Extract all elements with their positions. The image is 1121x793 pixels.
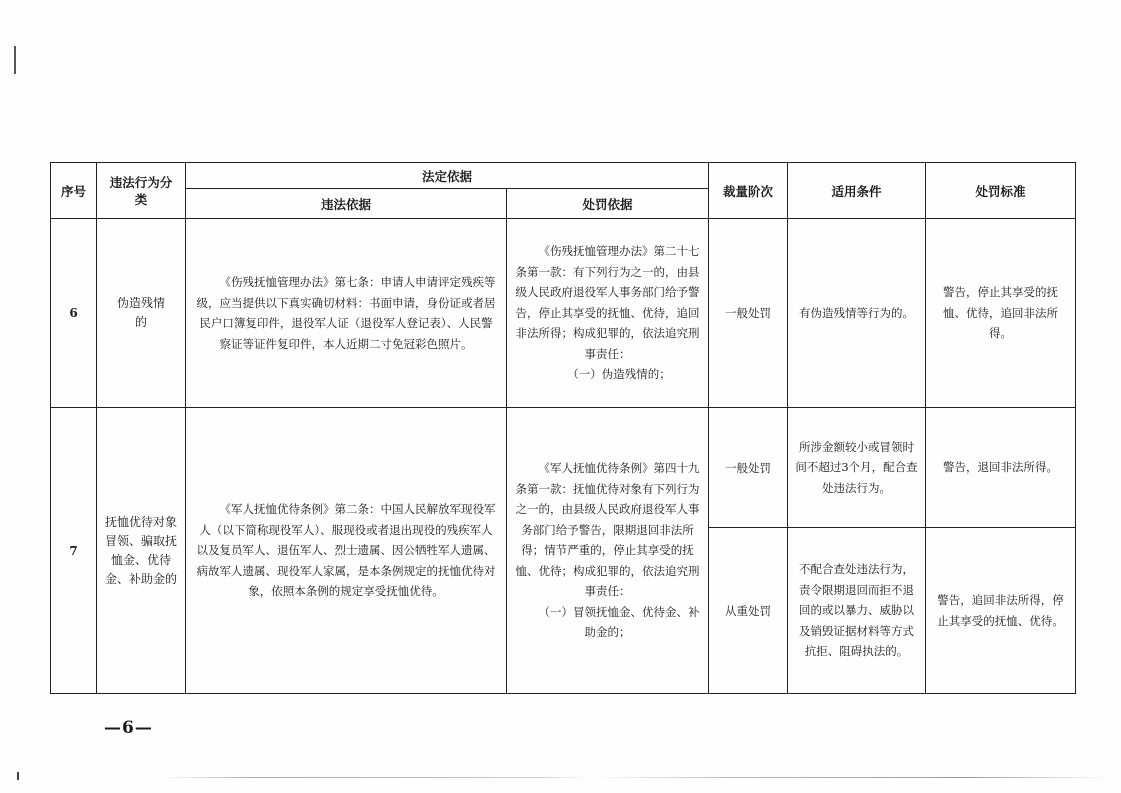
row-seq: 6 — [51, 219, 97, 408]
row-violation-basis: 《军人抚恤优待条例》第二条：中国人民解放军现役军人（以下简称现役军人）、服现役或者退出现役的残疾军人以及复员军人、退伍军人、烈士遗属、因公牺牲军人遗属、病故军人遗属、现役军人家属，是本条例规定的抚恤优待对象，依照本条例的规定享受抚恤优待。 — [186, 408, 507, 694]
header-violation-basis: 违法依据 — [186, 189, 507, 219]
row-category: 伪造残情的 — [97, 219, 186, 408]
page-number: —6— — [104, 718, 153, 738]
scan-artifact — [17, 772, 19, 780]
row-applicable-condition: 不配合查处违法行为，责令限期退回而拒不退回的或以暴力、威胁以及销毁证据材料等方式抗拒、阻碍执法的。 — [788, 528, 926, 694]
penalty-basis-text: 《伤残抚恤管理办法》第二十七条第一款：有下列行为之一的，由县级人民政府退役军人事务部门给予警告，停止其享受的抚恤、优待，追回非法所得；构成犯罪的，依法追究刑事责任： — [515, 244, 700, 361]
penalty-table — [50, 162, 1076, 694]
row-penalty-standard: 警告，追回非法所得，停止其享受的抚恤、优待。 — [926, 528, 1076, 694]
header-category: 违法行为分类 — [97, 163, 186, 219]
row-penalty-basis — [507, 408, 709, 694]
penalty-basis-text: 《军人抚恤优待条例》第四十九条第一款：抚恤优待对象有下列行为之一的，由县级人民政府退役军人事务部门给予警告，限期退回非法所得；情节严重的，停止其享受的抚恤、优待；构成犯罪的，依法追究刑事责任： — [515, 461, 700, 599]
row-penalty-basis — [507, 219, 709, 408]
header-penalty-standard: 处罚标准 — [926, 163, 1076, 219]
header-seq: 序号 — [51, 163, 97, 219]
row-penalty-standard: 警告，退回非法所得。 — [926, 408, 1076, 528]
row-violation-basis: 《伤残抚恤管理办法》第七条：申请人申请评定残疾等级，应当提供以下真实确切材料：书面申请，身份证或者居民户口簿复印件，退役军人证（退役军人登记表）、人民警察证等证件复印件，本人近期二寸免冠彩色照片。 — [186, 219, 507, 408]
penalty-item: （一）伪造残情的； — [567, 367, 671, 382]
header-legal-basis: 法定依据 — [186, 163, 709, 189]
row-discretion-level: 一般处罚 — [709, 219, 788, 408]
header-discretion-level: 裁量阶次 — [709, 163, 788, 219]
table-row — [51, 408, 1076, 528]
row-applicable-condition: 有伪造残情等行为的。 — [788, 219, 926, 408]
scan-artifact — [160, 777, 1110, 778]
header-row-top — [51, 163, 1076, 189]
header-applicable-conditions: 适用条件 — [788, 163, 926, 219]
row-applicable-condition: 所涉金额较小或冒领时间不超过3个月，配合查处违法行为。 — [788, 408, 926, 528]
header-penalty-basis: 处罚依据 — [507, 189, 709, 219]
table-row — [51, 219, 1076, 408]
row-penalty-standard: 警告，停止其享受的抚恤、优待，追回非法所得。 — [926, 219, 1076, 408]
scan-artifact — [14, 46, 16, 74]
penalty-item: （一）冒领抚恤金、优待金、补助金的； — [538, 604, 700, 640]
row-discretion-level: 一般处罚 — [709, 408, 788, 528]
row-discretion-level: 从重处罚 — [709, 528, 788, 694]
row-category: 抚恤优待对象冒领、骗取抚恤金、优待金、补助金的 — [97, 408, 186, 694]
row-seq: 7 — [51, 408, 97, 694]
